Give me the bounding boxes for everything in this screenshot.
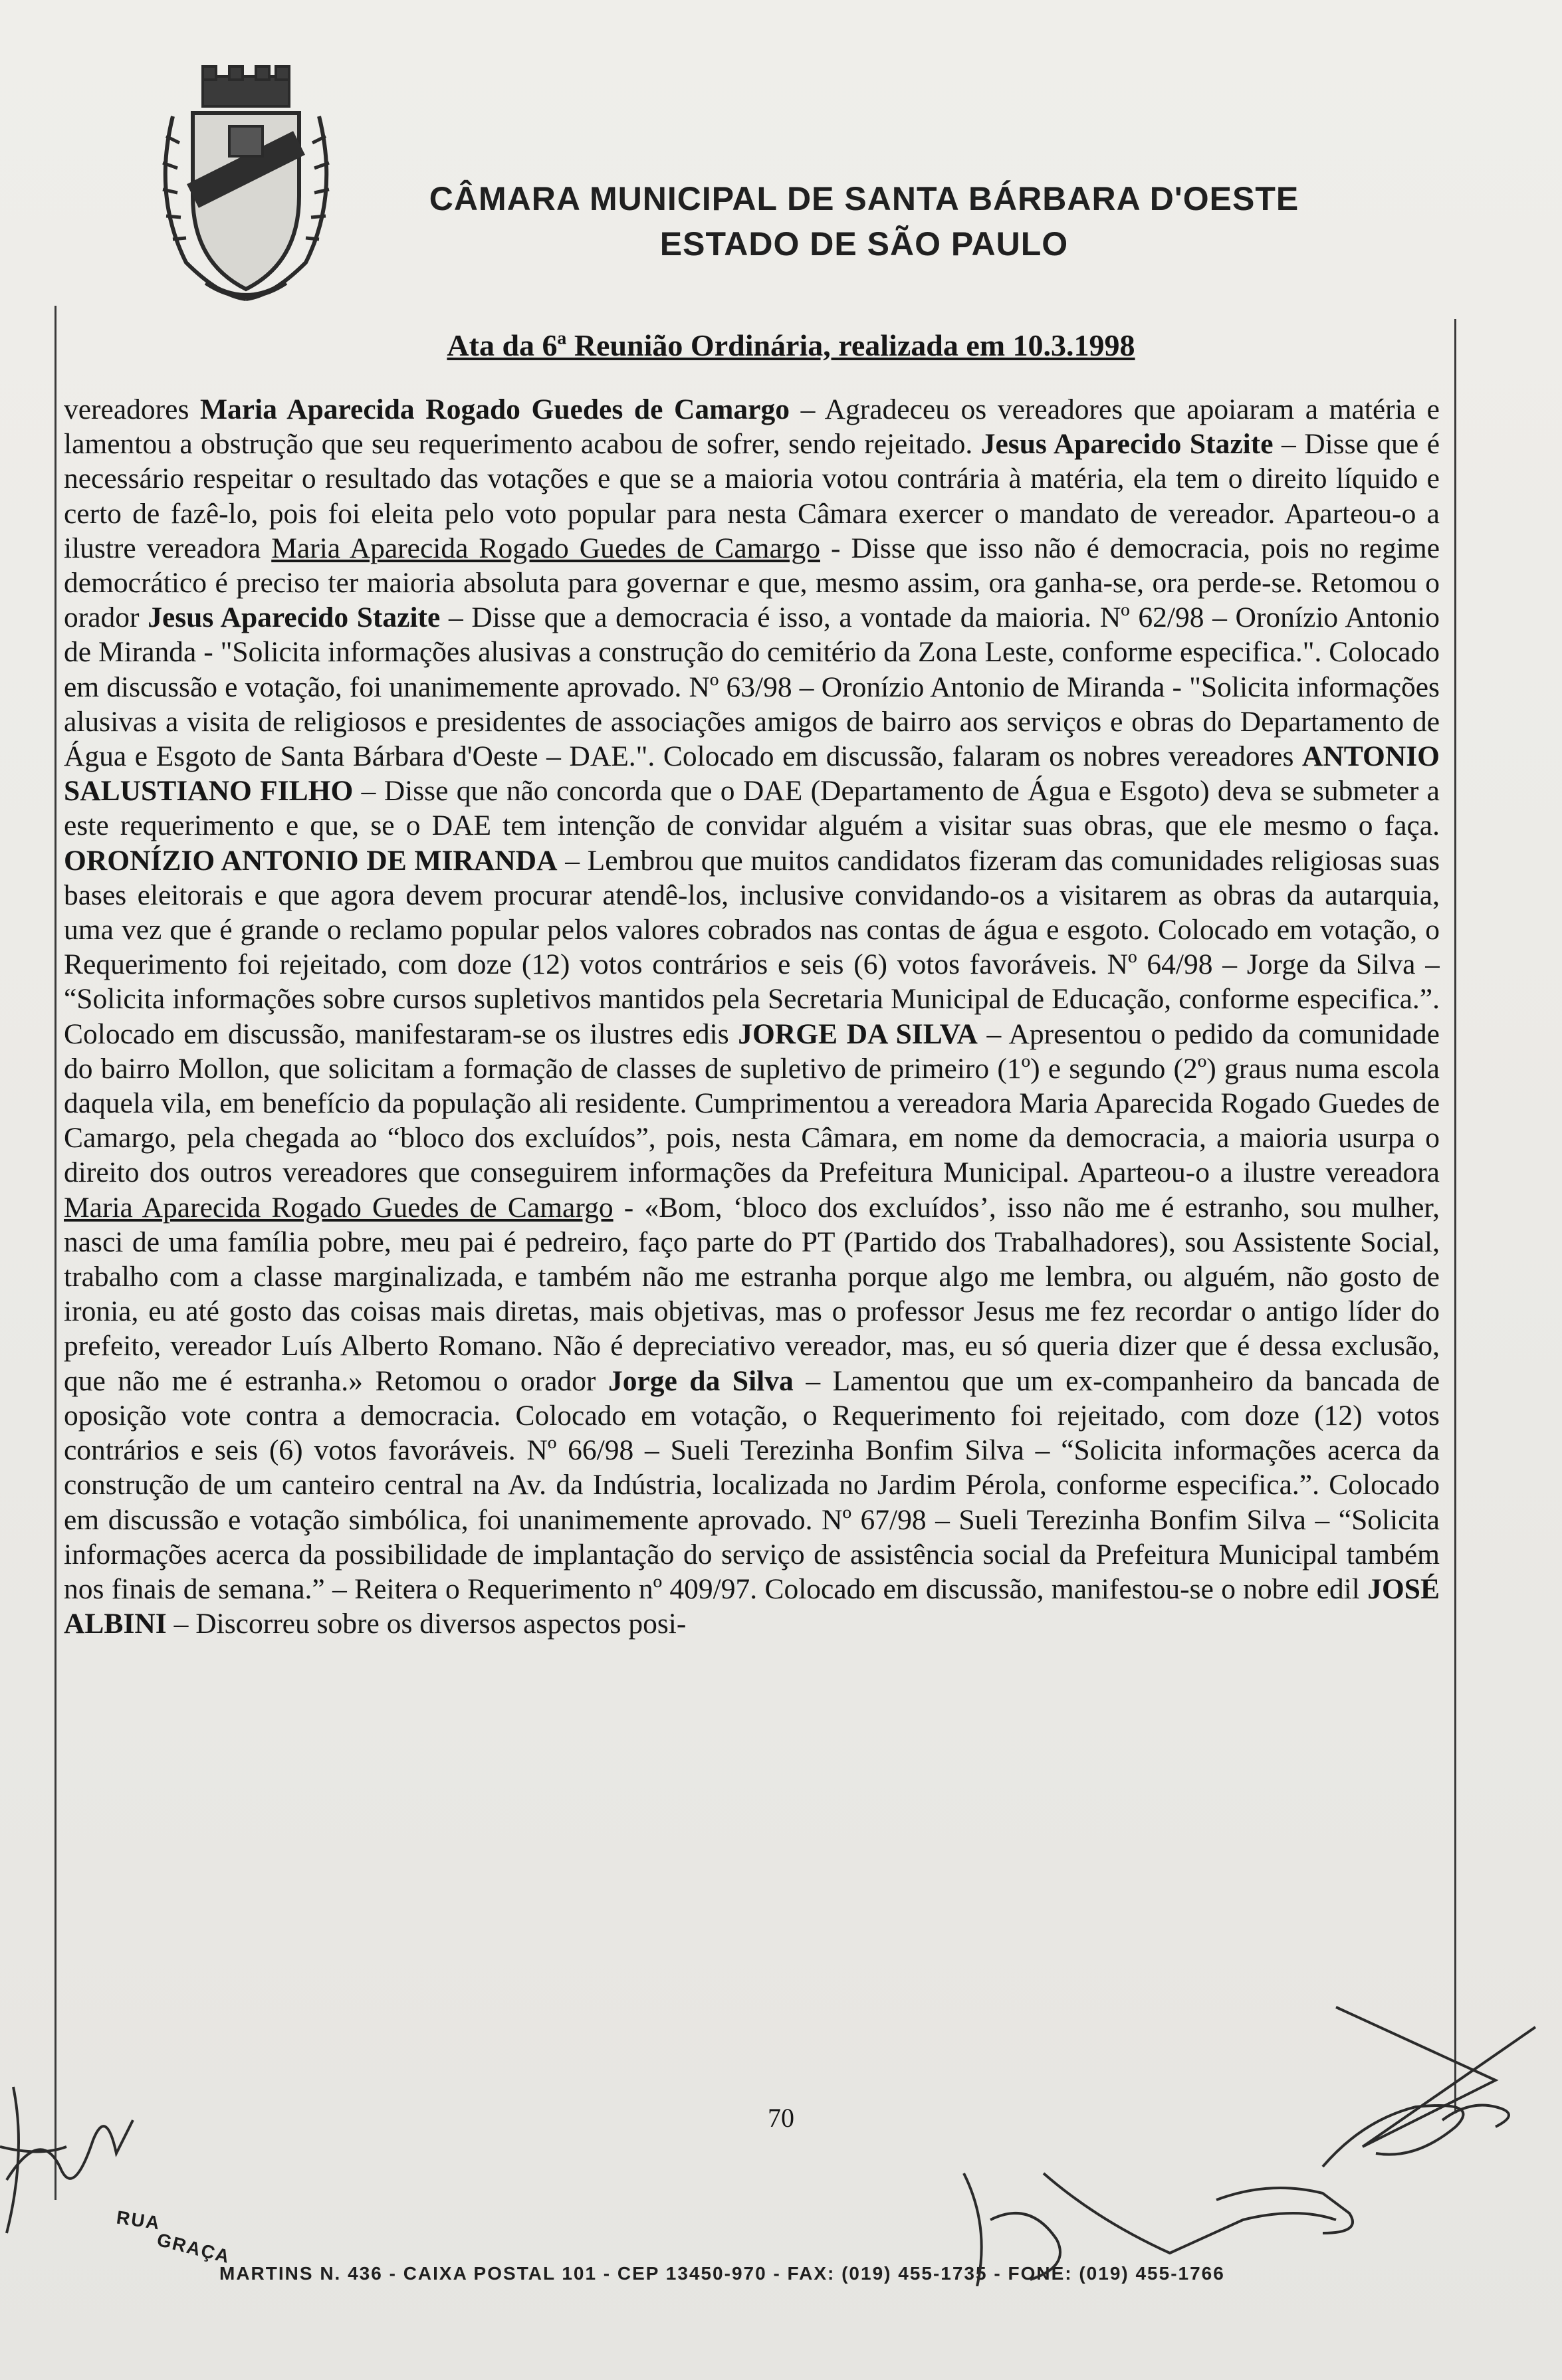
page-number: 70 [768, 2103, 794, 2133]
state-name: ESTADO DE SÃO PAULO [659, 225, 1069, 263]
speaker-name: Jesus Aparecido Stazite [980, 428, 1274, 461]
minutes-paragraph [64, 392, 1440, 1641]
text-run: – Lembrou que muitos candidatos fizeram das comunidades religiosas suas bases eleitorais e que agora devem procurar atendê-los, inclusive convidando-os a visitarem as obras da autarquia, uma vez que é grande o reclamo popular pelos valores cobrados nas contas de água e esgoto. Colocado em votação, o Requerimento foi rejeitado, com doze (12) votos contrários e seis (6) votos favoráveis. Nº 64/98 – Jorge da Silva – “Solicita informações sobre cursos supletivos mantidos pela Secretaria Municipal de Educação, conforme especifica.”. Colocado em discussão, manifestaram-se os ilustres edis [64, 844, 1440, 1050]
minutes-body [64, 392, 1440, 2087]
text-run: – Disse que não concorda que o DAE (Departamento de Água e Esgoto) deva se submeter a este requerimento e que, se o DAE tem intenção de convidar alguém a visitar suas obras, que ele mesmo o faça. [64, 775, 1440, 842]
handwritten-signature-icon [0, 2047, 173, 2246]
institution-name: CÂMARA MUNICIPAL DE SANTA BÁRBARA D'OESTE [429, 180, 1299, 217]
speaker-name: JOSÉ ALBINI [64, 1572, 1440, 1640]
text-run: – Discorreu sobre os diversos aspectos posi- [166, 1608, 687, 1640]
speaker-name: JORGE DA SILVA [738, 1018, 978, 1050]
ata-title: Ata da 6ª Reunião Ordinária, realizada em 10.3.1998 [447, 328, 1135, 362]
text-run: – Lamentou que um ex-companheiro da bancada de oposição vote contra a democracia. Colocado em votação, o Requerimento foi rejeitado, com doze (12) votos contrários e seis (6) votos favoráveis. Nº 66/98 – Sueli Terezinha Bonfim Silva – “Solicita informações acerca da construção de um canteiro central na Av. da Indústria, localizada no Jardim Pérola, conforme especifica.”. Colocado em discussão e votação simbólica, foi unanimemente aprovado. Nº 67/98 – Sueli Terezinha Bonfim Silva – “Solicita informações acerca da possibilidade de implantação do serviço de assistência social da Prefeitura Municipal também nos finais de semana.” – Reitera o Requerimento nº 409/97. Colocado em discussão, manifestou-se o nobre edil [64, 1364, 1440, 1605]
speaker-name: Jorge da Silva [608, 1364, 794, 1397]
footer-address: MARTINS N. 436 - CAIXA POSTAL 101 - CEP 13450-970 - FAX: (019) 455-1735 - FONE: (019) 455-1766 [219, 2263, 1225, 2284]
text-run: – Disse que é necessário respeitar o resultado das votações e que se a maioria votou contrária à matéria, ela tem o direito líquido e certo de fazê-lo, pois foi eleita pelo voto popular para nesta Câmara exercer o mandato de vereador. Aparteou-o a ilustre vereadora [64, 428, 1440, 564]
text-run: vereadores [64, 393, 200, 425]
text-run: – Disse que a democracia é isso, a vontade da maioria. Nº 62/98 – Oronízio Antonio de Miranda - "Solicita informações alusivas a construção do cemitério da Zona Leste, conforme especifica.". Colocado em discussão e votação, foi unanimemente aprovado. Nº 63/98 – Oronízio Antonio de Miranda - "Solicita informações alusivas a visita de religiosos e presidentes de associações amigos de bairro aos serviços e obras do Departamento de Água e Esgoto de Santa Bárbara d'Oeste – DAE.". Colocado em discussão, falaram os nobres vereadores [64, 601, 1440, 773]
text-run: - Disse que isso não é democracia, pois no regime democrático é preciso ter maioria absoluta para governar e que, mesmo assim, ora ganha-se, ora perde-se. Retomou o orador [64, 532, 1440, 634]
speaker-name-underlined: Maria Aparecida Rogado Guedes de Camargo [271, 532, 820, 564]
text-run: - «Bom, ‘bloco dos excluídos’, isso não me é estranho, sou mulher, nasci de uma família pobre, meu pai é pedreiro, faço parte do PT (Partido dos Trabalhadores), sou Assistente Social, trabalho com a classe marginalizada, e também não me estranha porque algo me lembra, ou alguém, não gosto de ironia, eu até gosto das coisas mais diretas, mais objetivas, mas o professor Jesus me fez recordar o antigo líder do prefeito, vereador Luís Alberto Romano. Não é depreciativo vereador, mas, eu só queria dizer que é dessa exclusão, que não me é estranha.» Retomou o orador [64, 1191, 1440, 1397]
speaker-name-underlined: Maria Aparecida Rogado Guedes de Camargo [64, 1191, 614, 1224]
footer-curl-word: GRAÇA [155, 2228, 233, 2268]
text-run: – Apresentou o pedido da comunidade do bairro Mollon, que solicitam a formação de classes de supletivo de primeiro (1º) e segundo (2º) graus numa escola daquela vila, em benefício da população ali residente. Cumprimentou a vereadora Maria Aparecida Rogado Guedes de Camargo, pela chegada ao “bloco dos excluídos”, pois, nesta Câmara, em nome da democracia, a maioria usurpa o direito dos outros vereadores que conseguirem informações da Prefeitura Municipal. Aparteou-o a ilustre vereadora [64, 1018, 1440, 1189]
speaker-name: Maria Aparecida Rogado Guedes de Camargo [200, 393, 790, 425]
handwritten-signature-icon [950, 2001, 1549, 2286]
right-margin-rule [1454, 319, 1456, 2113]
left-margin-rule [55, 306, 56, 2200]
speaker-name: Jesus Aparecido Stazite [148, 601, 441, 634]
speaker-name: ANTONIO SALUSTIANO FILHO [64, 740, 1440, 808]
footer-curl-word: RUA [115, 2207, 162, 2234]
speaker-name: ORONÍZIO ANTONIO DE MIRANDA [64, 844, 558, 877]
municipal-crest-icon [146, 63, 346, 316]
text-run: – Agradeceu os vereadores que apoiaram a matéria e lamentou a obstrução que seu requerimento acabou de sofrer, sendo rejeitado. [64, 393, 1440, 461]
